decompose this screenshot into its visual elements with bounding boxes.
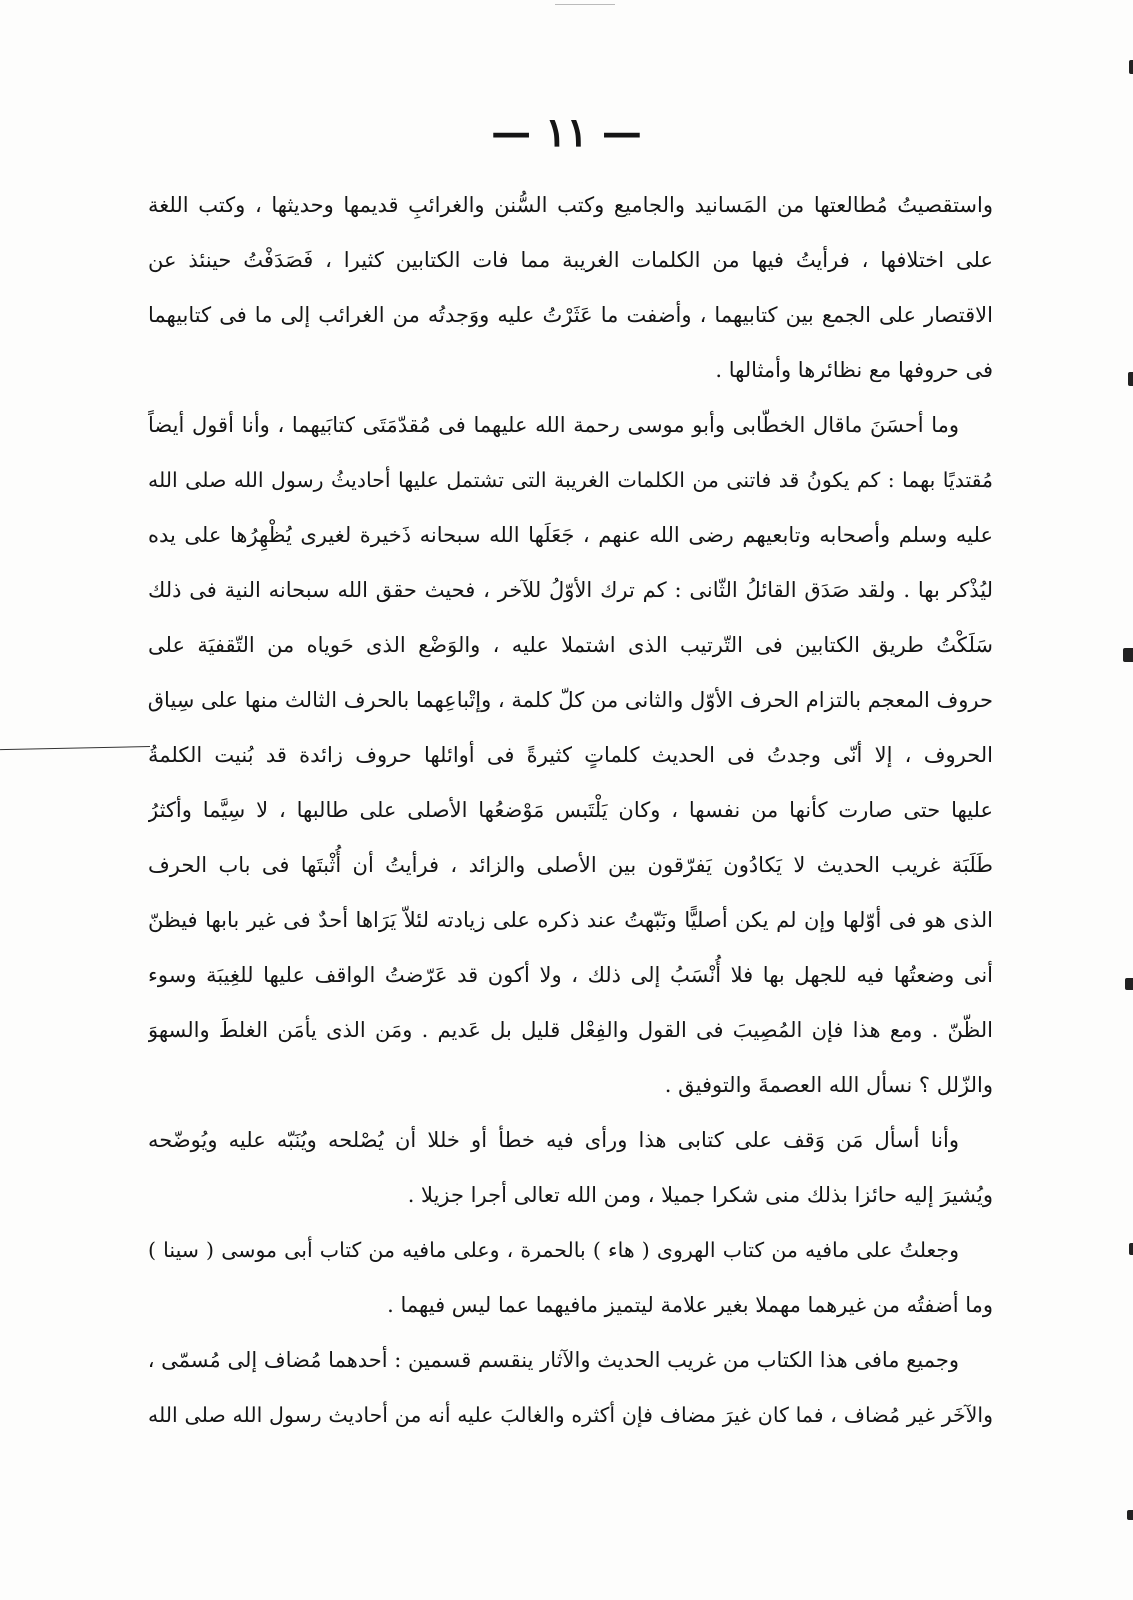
text-line: مُقتديًا بهما : كم يكونُ قد فاتنى من الكلمات الغريبة التى تشتمل عليها أحاديثُ رسول الله صلى الله <box>148 468 993 492</box>
text-line: وما أحسَنَ ماقال الخطّابى وأبو موسى رحمة الله عليهما فى مُقدّمَتَى كتابَيهما ، وأنا أقول أيضاً <box>148 413 959 437</box>
text-line: حروف المعجم بالتزام الحرف الأوّل والثانى من كلّ كلمة ، وإتْباعِهما بالحرف الثالث منها على سِياق <box>148 688 993 712</box>
text-line: واستقصيتُ مُطالعتها من المَسانيد والجاميع وكتب السُّنن والغرائبِ قديمها وحديثها ، وكتب اللغة <box>148 193 993 217</box>
page-edge-mark <box>1128 372 1133 386</box>
text-line: والزّلل ؟ نسأل الله العصمةَ والتوفيق . <box>664 1073 993 1097</box>
text-line: وما أضفتُه من غيرهما مهملا بغير علامة ليتميز مافيهما عما ليس فيهما . <box>387 1293 993 1317</box>
text-line: الظّنّ . ومع هذا فإن المُصِيبَ فى القول والفِعْل قليل بل عَديم . ومَن الذى يأمَن الغلطَ والسهوَ <box>148 1018 993 1042</box>
text-line: الذى هو فى أوّلها وإن لم يكن أصليًّا ونَبّهتُ عند ذكره على زيادته لئلاّ يَرَاها أحدٌ فى غير بابها فيظنّ <box>148 908 993 932</box>
text-line: وجميع مافى هذا الكتاب من غريب الحديث والآثار ينقسم قسمين : أحدهما مُضاف إلى مُسمّى ، <box>148 1348 959 1372</box>
text-line: ويُشيرَ إليه حائزا بذلك منى شكرا جميلا ، ومن الله تعالى أجرا جزيلا . <box>407 1183 993 1207</box>
text-line: الحروف ، إلا أنّى وجدتُ فى الحديث كلماتٍ كثيرةً فى أوائلها حروف زائدة قد بُنيت الكلمةُ <box>148 743 993 767</box>
text-line: أنى وضعتُها فيه للجهل بها فلا أُنْسَبُ إلى ذلك ، ولا أكون قد عَرّضتُ الواقف عليها للغِيبَة وسوء <box>148 963 993 987</box>
page-number: — ١١ — <box>491 109 642 156</box>
scan-artifact-line <box>555 4 615 5</box>
text-line: والآخَر غير مُضاف ، فما كان غيرَ مضاف فإن أكثره والغالبَ عليه أنه من أحاديث رسول الله صلى الله <box>148 1403 993 1427</box>
body-text <box>148 178 993 1443</box>
text-line: الاقتصار على الجمع بين كتابيهما ، وأضفت ما عَثَرْتُ عليه ووَجدتُه من الغرائب إلى ما فى كتابيهما <box>148 303 993 327</box>
page-edge-mark <box>1129 1243 1133 1255</box>
page-edge-mark <box>1125 978 1133 990</box>
text-line: فى حروفها مع نظائرها وأمثالها . <box>715 358 993 382</box>
text-line: وجعلتُ على مافيه من كتاب الهروى ( هاء ) بالحمرة ، وعلى مافيه من كتاب أبى موسى ( سينا ) <box>148 1238 959 1262</box>
text-line: على اختلافها ، فرأيتُ فيها من الكلمات الغريبة مما فات الكتابين كثيرا ، فَصَدَفْتُ حينئذ عن <box>148 248 993 272</box>
text-line: وأنا أسأل مَن وَقف على كتابى هذا ورأى فيه خطأ أو خللا أن يُصْلحه ويُنَبّه عليه ويُوضّحه <box>148 1128 959 1152</box>
text-line: سَلَكْتُ طريق الكتابين فى التّرتيب الذى اشتملا عليه ، والوَضْع الذى حَوياه من التّقفيَة على <box>148 633 993 657</box>
page-edge-mark <box>1123 648 1133 662</box>
text-line: عليه وسلم وأصحابه وتابعيهم رضى الله عنهم ، جَعَلَها الله سبحانه ذَخيرة لغيرى يُظْهِرُها على يده <box>148 523 993 547</box>
text-line: ليُذْكر بها . ولقد صَدَق القائلُ الثّانى : كم ترك الأوّلُ للآخر ، فحيث حقق الله سبحانه النية فى ذلك <box>148 578 993 602</box>
text-line: طَلَبَة غريب الحديث لا يَكادُون يَفرّقون بين الأصلى والزائد ، فرأيتُ أن أُثْبتَها فى باب الحرف <box>148 853 993 877</box>
page-edge-mark <box>1129 60 1133 74</box>
page-edge-mark <box>1127 1510 1133 1520</box>
text-line: عليها حتى صارت كأنها من نفسها ، وكان يَلْتَبس مَوْضعُها الأصلى على طالبها ، لا سِيَّما وأكثرُ <box>148 798 993 822</box>
margin-annotation-line <box>0 746 150 750</box>
